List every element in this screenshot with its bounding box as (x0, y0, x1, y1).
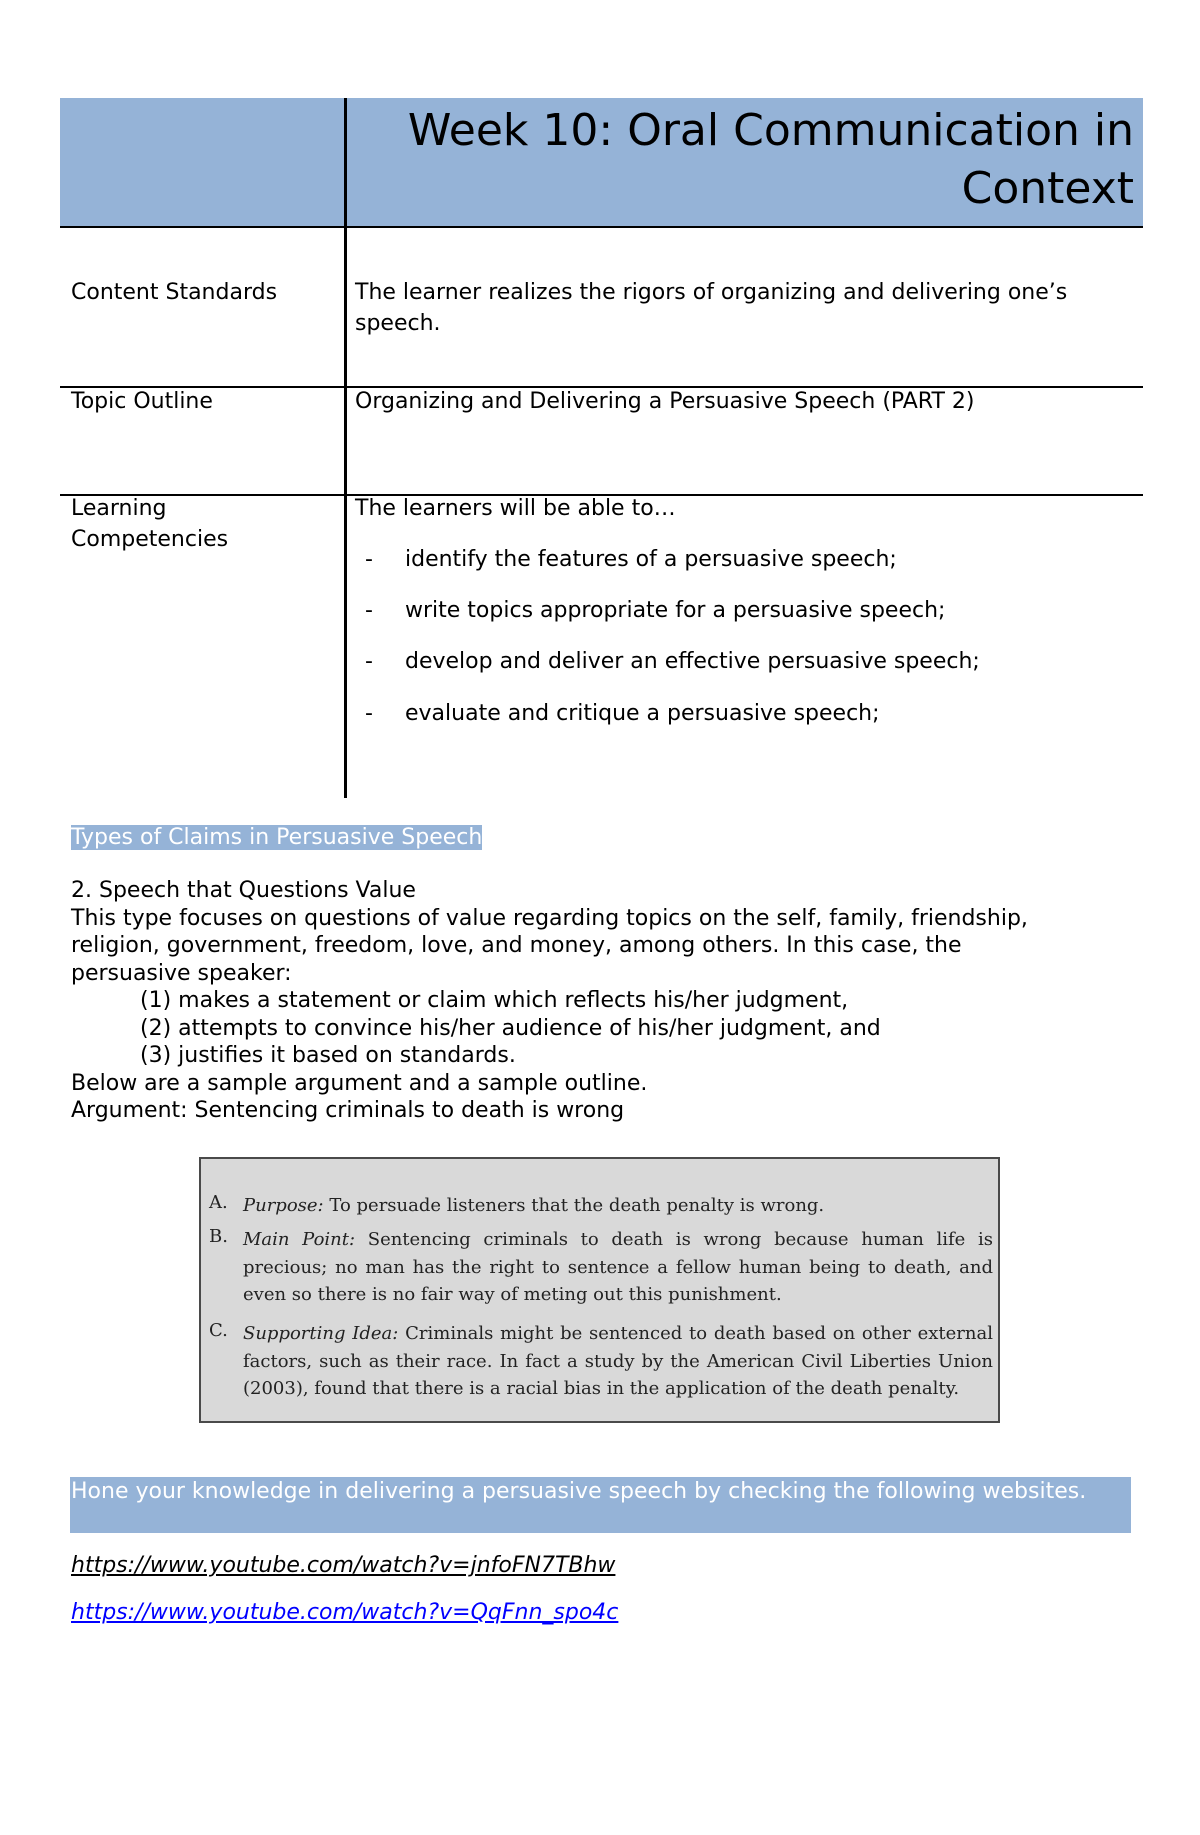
sample-outline-figure (199, 1157, 1000, 1423)
outline-text: To persuade listeners that the death penalty is wrong. (329, 1195, 825, 1216)
competency-item: evaluate and critique a persuasive speech; (405, 701, 880, 726)
bullet-dash: - (365, 547, 373, 572)
section-heading (71, 824, 482, 852)
resources-heading: Hone your knowledge in delivering a persuasive speech by checking the following websites. (71, 1479, 1087, 1504)
section-subheading: 2. Speech that Questions Value (71, 878, 416, 903)
bullet-dash: - (365, 701, 373, 726)
label-line: Learning (71, 496, 167, 521)
paragraph-line: persuasive speaker: (71, 961, 292, 986)
bullet-dash: - (365, 649, 373, 674)
learning-competencies-intro: The learners will be able to… (355, 496, 676, 521)
youtube-link-1[interactable]: https://www.youtube.com/watch?v=jnfoFN7TBhw (71, 1553, 616, 1578)
section-heading-text: Types of Claims in Persuasive Speech (71, 825, 483, 850)
argument-line: Argument: Sentencing criminals to death is wrong (71, 1098, 625, 1123)
bullet-dash: - (365, 598, 373, 623)
topic-outline-label: Topic Outline (71, 389, 213, 414)
step-item: (1) makes a statement or claim which reflects his/her judgment, (140, 988, 849, 1013)
paragraph-line: This type focuses on questions of value regarding topics on the self, family, friendship, (71, 906, 1028, 931)
outline-letter: A. (209, 1192, 228, 1213)
outline-letter: C. (209, 1320, 228, 1341)
outline-letter: B. (209, 1226, 228, 1247)
paragraph-line: Below are a sample argument and a sample outline. (71, 1071, 648, 1096)
competency-item: identify the features of a persuasive speech; (405, 547, 897, 572)
title-line: Context (961, 163, 1134, 214)
content-standards-value: The learner realizes the rigors of organizing and delivering one’s speech. (355, 280, 1068, 336)
competency-item: develop and deliver an effective persuasive speech; (405, 649, 980, 674)
outline-label: Supporting Idea: (243, 1323, 399, 1344)
competency-item: write topics appropriate for a persuasive speech; (405, 598, 946, 623)
title-line: Week 10: Oral Communication in (407, 105, 1134, 156)
table-divider (60, 226, 1143, 228)
outline-label: Main Point: (243, 1229, 356, 1250)
table-column-divider (344, 98, 347, 798)
paragraph-line: religion, government, freedom, love, and money, among others. In this case, the (71, 933, 962, 958)
outline-label: Purpose: (243, 1195, 324, 1216)
learning-competencies-label (71, 493, 228, 555)
outline-text: Criminals might be sentenced to death based on other external factors, such as their race. In fact a study by the American Civil Liberties Union (2003), found that there is a racial bias in the application of the death penalty. (243, 1323, 993, 1399)
outline-text: Sentencing criminals to death is wrong because human life is precious; no man has the right to sentence a fellow human being to death, and even so there is no fair way of meting out this punishment. (243, 1229, 993, 1305)
label-line: Competencies (71, 527, 229, 552)
content-standards-label: Content Standards (71, 280, 278, 305)
page-title (350, 98, 1134, 218)
step-item: (2) attempts to convince his/her audience of his/her judgment, and (140, 1016, 881, 1041)
topic-outline-value: Organizing and Delivering a Persuasive Speech (PART 2) (355, 389, 975, 414)
step-item: (3) justifies it based on standards. (140, 1043, 516, 1068)
youtube-link-2[interactable]: https://www.youtube.com/watch?v=QqFnn_spo4c (71, 1600, 619, 1625)
